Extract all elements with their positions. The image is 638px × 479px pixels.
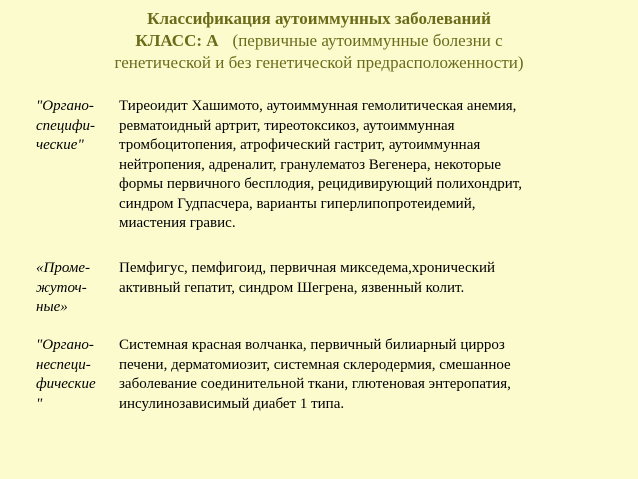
label-line: " [36, 395, 43, 412]
text-line: миастения гравис. [119, 215, 236, 231]
label-line: специфи- [36, 117, 95, 134]
label-line: жуточ- [36, 279, 87, 296]
text-line: Системная красная волчанка, первичный билиарный цирроз [119, 337, 505, 353]
text-line: тромбоцитопения, атрофический гастрит, аутоиммунная [119, 137, 481, 153]
text-line: ревматоидный артрит, тиреотоксикоз, аутоиммунная [119, 117, 455, 134]
row-text-organ-nonspecific [119, 336, 624, 414]
label-line: «Проме- [36, 260, 90, 276]
label-line: ческие" [36, 137, 84, 153]
class-label: КЛАСС: А [135, 31, 219, 50]
label-line: "Органо- [36, 337, 94, 353]
label-line: неспеци- [36, 356, 91, 373]
slide-title: Классификация аутоиммунных заболеваний [147, 9, 491, 28]
text-line: формы первичного бесплодия, рецидивирующий полихондрит, [119, 176, 522, 192]
class-description-continued: генетической и без генетической предрасположенности) [114, 53, 524, 72]
row-text-intermediate [119, 259, 624, 298]
label-line: ные» [36, 299, 68, 315]
row-label-intermediate [36, 259, 114, 318]
label-line: "Органо- [36, 98, 94, 114]
row-label-organ-specific [36, 97, 114, 156]
text-line: активный гепатит, синдром Шегрена, язвенный колит. [119, 279, 465, 296]
class-heading [0, 30, 638, 51]
text-line: Тиреоидит Хашимото, аутоиммунная гемолитическая анемия, [119, 98, 517, 114]
row-text-organ-specific [119, 97, 624, 234]
row-label-organ-nonspecific [36, 336, 114, 414]
text-line: нейтропения, адреналит, гранулематоз Вегенера, некоторые [119, 156, 502, 173]
text-line: Пемфигус, пемфигоид, первичная микседема,хронический [119, 260, 496, 276]
text-line: синдром Гудпасчера, варианты гиперлипопротеидемий, [119, 195, 476, 212]
text-line: инсулинозависимый диабет 1 типа. [119, 395, 345, 412]
class-description: (первичные аутоиммунные болезни с [232, 31, 503, 50]
text-line: печени, дерматомиозит, системная склеродермия, смешанное [119, 356, 511, 373]
label-line: фические [36, 376, 96, 392]
text-line: заболевание соединительной ткани, глютеновая энтеропатия, [119, 376, 511, 392]
